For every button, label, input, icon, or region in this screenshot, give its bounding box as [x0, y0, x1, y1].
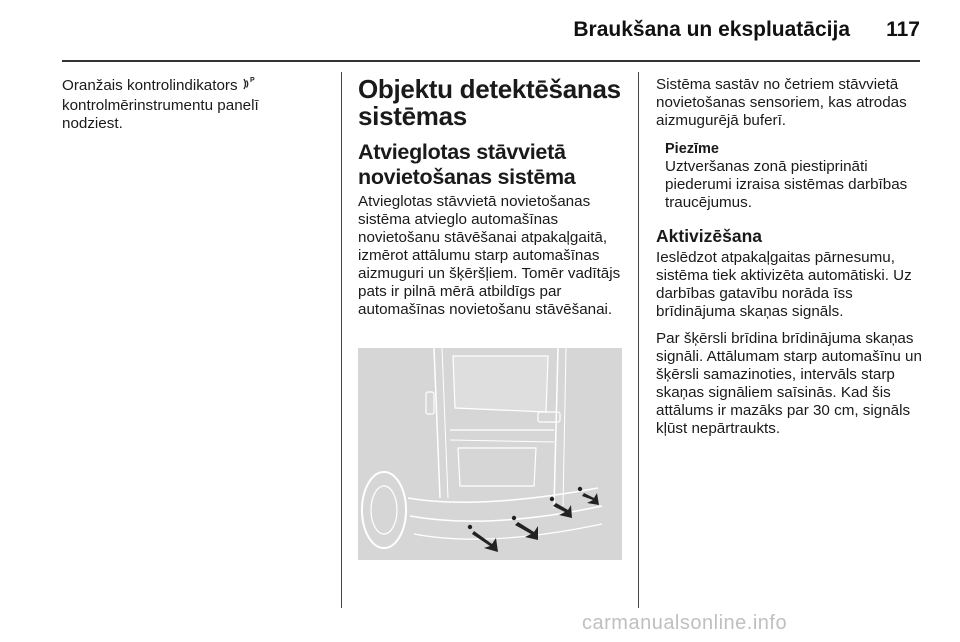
- column-2: [358, 76, 628, 319]
- indicator-text-2: kontrolmērinstrumentu panelī: [62, 97, 259, 114]
- svg-text:P: P: [249, 77, 255, 84]
- column-1: [62, 76, 328, 133]
- header-divider: [62, 60, 920, 62]
- subsection-title: Atvieglotas stāvvietā novietošanas sistēma: [358, 140, 576, 189]
- note-title: Piezīme: [665, 141, 719, 157]
- intro-paragraph: Sistēma sastāv no četriem stāvvietā novietošanas sensoriem, kas atrodas aizmugurējā buferī.: [656, 76, 907, 129]
- description-paragraph: Atvieglotas stāvvietā novietošanas sistēma atvieglo automašīnas novietošanu stāvēšanai atpakaļgaitā, izmērot attālumu starp automašīnas aizmuguri un šķēršļiem. Tomēr vadītājs pats ir pilnā mērā atbildīgs par automašīnas novietošanu stāvēšanai.: [358, 193, 621, 318]
- indicator-text-3: nodziest.: [62, 115, 123, 132]
- watermark: carmanualsonline.info: [582, 612, 788, 634]
- note-text: Uztveršanas zonā piestiprināti piederumi izraisa sistēmas darbības traucējumus.: [665, 158, 908, 211]
- column-divider-2: [638, 72, 639, 608]
- section-title: Objektu detektēšanas sistēmas: [358, 74, 621, 131]
- indicator-paragraph: [62, 76, 328, 133]
- header-title: Braukšana un ekspluatācija: [573, 18, 850, 41]
- activation-heading: Aktivizēšana: [656, 226, 763, 246]
- activation-paragraph-1: Ieslēdzot atpakaļgaitas pārnesumu, sistēma tiek aktivizēta automātiski. Uz darbības gatavību norāda īss brīdinājuma skaņas signāls.: [656, 249, 912, 320]
- parking-sensor-icon: [242, 76, 256, 97]
- note-block: [656, 140, 926, 212]
- activation-paragraph-2: Par šķērsli brīdina brīdinājuma skaņas signāli. Attālumam starp automašīnu un šķērsli samazinoties, intervāls starp skaņas signāliem saīsinās. Kad šis attālums ir mazāks par 30 cm, signāls kļūst nepārtraukts.: [656, 330, 922, 437]
- page-number: 117: [886, 18, 920, 41]
- column-divider-1: [341, 72, 342, 608]
- van-rear-illustration: [358, 348, 622, 560]
- indicator-text-1: Oranžais kontrolindikators: [62, 77, 238, 94]
- column-3: [656, 76, 926, 438]
